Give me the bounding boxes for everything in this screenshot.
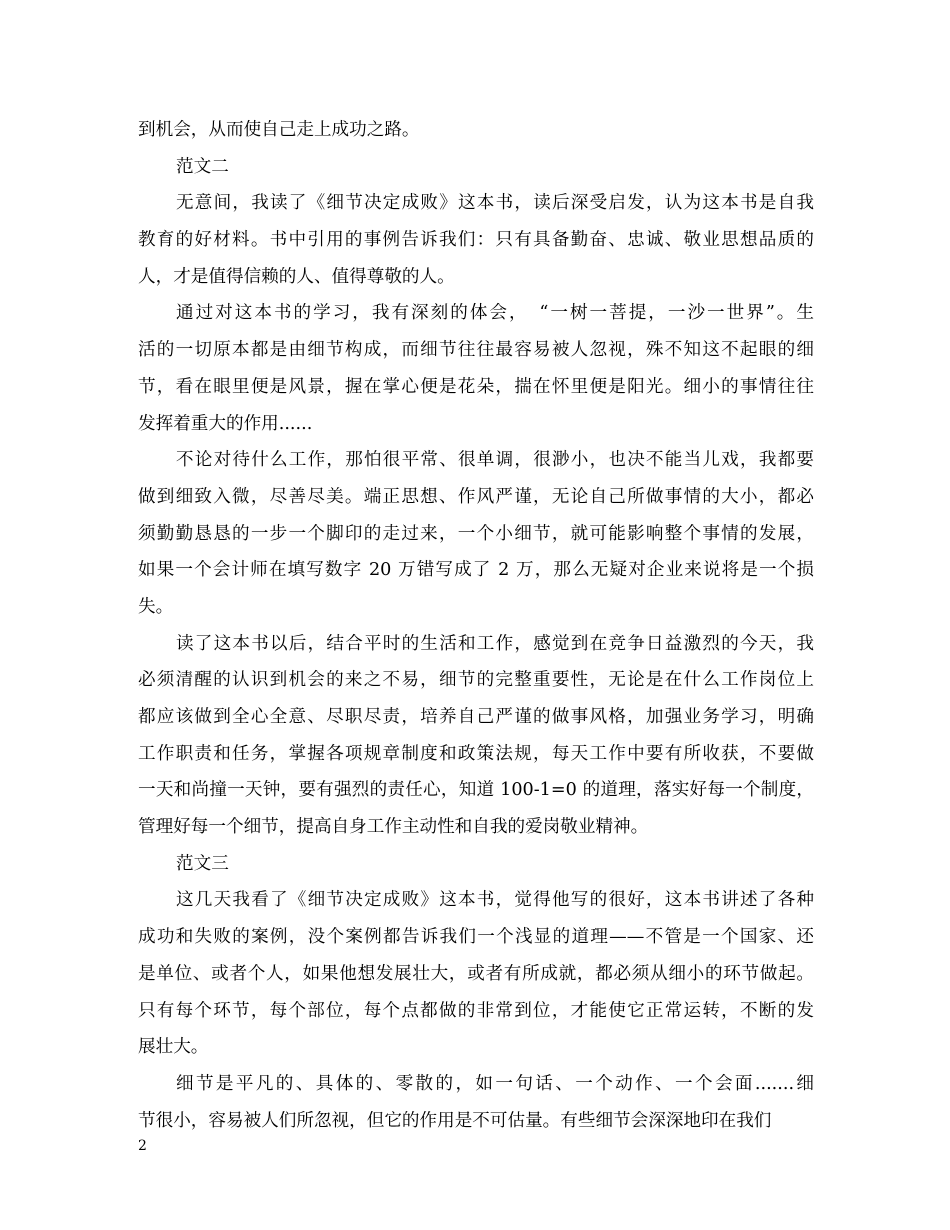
paragraph <box>138 846 814 883</box>
text-line: 读了这本书以后，结合平时的生活和工作，感觉到在竞争日益激烈的今天，我 <box>176 633 814 654</box>
paragraph <box>138 185 814 295</box>
text-line: 展壮大。 <box>138 1037 209 1058</box>
page-number: 2 <box>138 1138 147 1154</box>
text-line: 细节是平凡的、具体的、零散的，如一句话、一个动作、一个会面.......细 <box>176 1073 814 1094</box>
text-line: 须勤勤恳恳的一步一个脚印的走过来，一个小细节，就可能影响整个事情的发展， <box>138 523 814 544</box>
text-line: 范文二 <box>176 156 229 177</box>
text-line: 范文三 <box>176 853 229 874</box>
text-line: 发挥着重大的作用...... <box>138 413 313 434</box>
text-line: 这几天我看了《细节决定成败》这本书，觉得他写的很好，这本书讲述了各种 <box>176 890 814 911</box>
text-line: 成功和失败的案例，没个案例都告诉我们一个浅显的道理——不管是一个国家、还 <box>138 927 814 948</box>
text-line: 是单位、或者个人，如果他想发展壮大，或者有所成就，都必须从细小的环节做起。 <box>138 963 814 984</box>
text-line: 做到细致入微，尽善尽美。端正思想、作风严谨，无论自己所做事情的大小，都必 <box>138 486 814 507</box>
text-line: 如果一个会计师在填写数字 20 万错写成了 2 万，那么无疑对企业来说将是一个损 <box>138 560 814 581</box>
text-line: 工作职责和任务，掌握各项规章制度和政策法规，每天工作中要有所收获，不要做 <box>138 743 814 764</box>
text-line: 活的一切原本都是由细节构成，而细节往往最容易被人忽视，殊不知这不起眼的细 <box>138 340 814 361</box>
text-line: 节，看在眼里便是风景，握在掌心便是花朵，揣在怀里便是阳光。细小的事情往往 <box>138 376 814 397</box>
text-line: 通过对这本书的学习，我有深刻的体会， “一树一菩提，一沙一世界”。生 <box>176 303 814 324</box>
text-line: 人，才是值得信赖的人、值得尊敬的人。 <box>138 266 455 287</box>
text-line: 不论对待什么工作，那怕很平常、很单调，很渺小，也决不能当儿戏，我都要 <box>176 450 814 471</box>
text-line: 只有每个环节，每个部位，每个点都做的非常到位，才能使它正常运转，不断的发 <box>138 1000 814 1021</box>
document-body <box>138 112 814 1139</box>
paragraph <box>138 626 814 846</box>
text-line: 失。 <box>138 596 174 617</box>
text-line: 必须清醒的认识到机会的来之不易，细节的完整重要性，无论是在什么工作岗位上 <box>138 670 814 691</box>
text-line: 管理好每一个细节，提高自身工作主动性和自我的爱岗敬业精神。 <box>138 817 649 838</box>
paragraph <box>138 112 814 149</box>
text-line: 无意间，我读了《细节决定成败》这本书，读后深受启发，认为这本书是自我 <box>176 193 814 214</box>
text-line: 到机会，从而使自己走上成功之路。 <box>138 120 420 140</box>
paragraph <box>138 295 814 442</box>
paragraph <box>138 882 814 1065</box>
text-line: 教育的好材料。书中引用的事例告诉我们：只有具备勤奋、忠诚、敬业思想品质的 <box>138 230 814 251</box>
text-line: 都应该做到全心全意、尽职尽责，培养自己严谨的做事风格，加强业务学习，明确 <box>138 707 814 727</box>
paragraph <box>138 442 814 625</box>
text-line: 一天和尚撞一天钟，要有强烈的责任心，知道 100-1=0 的道理，落实好每一个制度， <box>138 780 814 801</box>
paragraph <box>138 149 814 186</box>
text-line: 节很小，容易被人们所忽视，但它的作用是不可估量。有些细节会深深地印在我们 <box>138 1110 772 1131</box>
paragraph <box>138 1066 814 1139</box>
